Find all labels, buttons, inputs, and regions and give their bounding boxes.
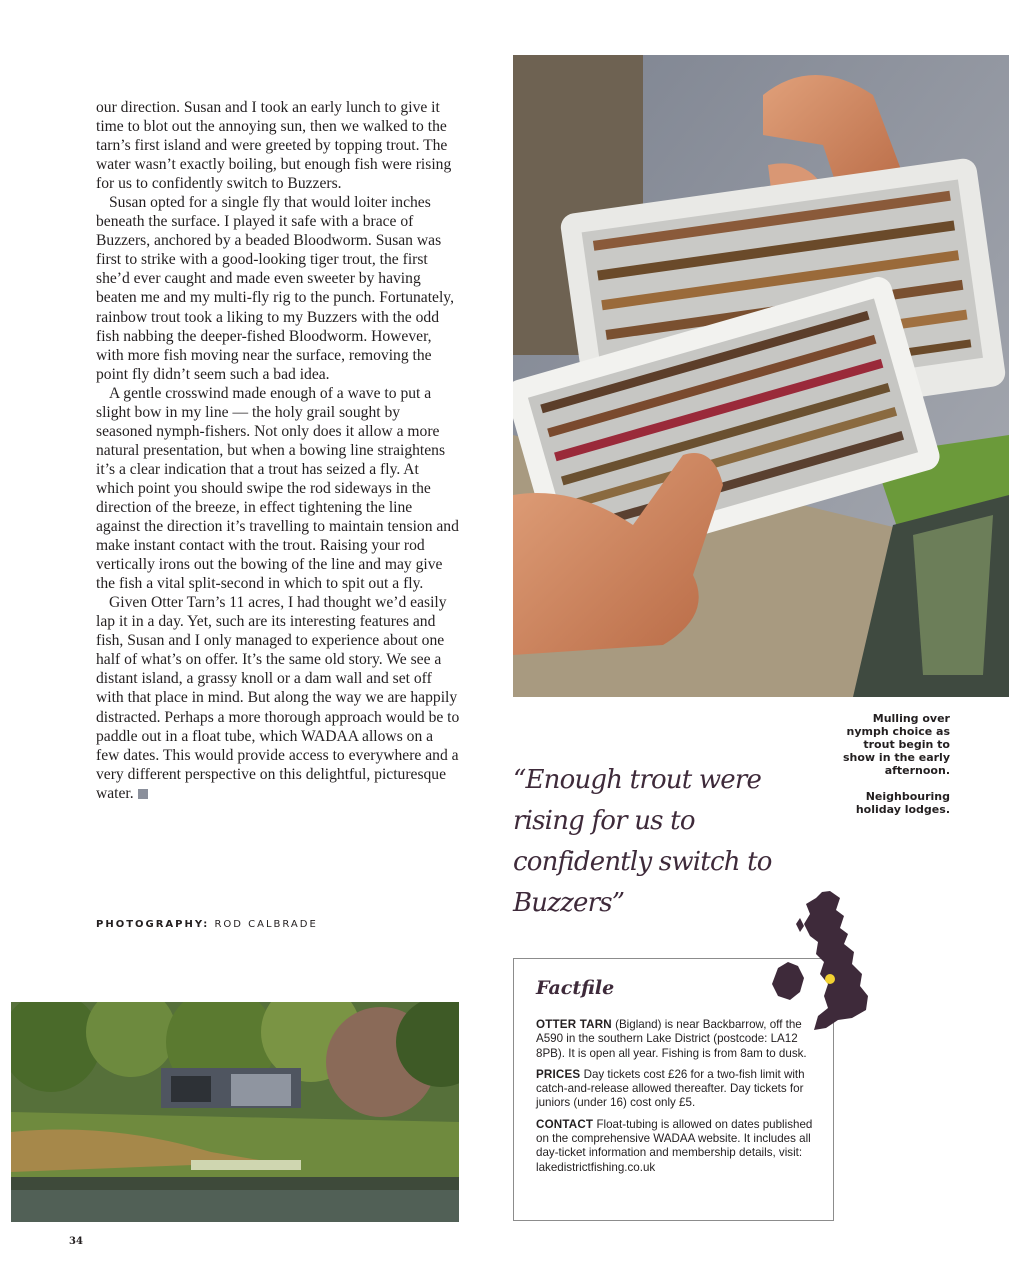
- photo-credit: [96, 919, 318, 930]
- prices-label: PRICES: [536, 1067, 581, 1081]
- contact-text: Float-tubing is allowed on dates published on the comprehensive WADAA website. It includes all day-ticket information and membership details, visit: lakedistrictfishing.co.uk: [536, 1117, 813, 1174]
- credit-label: PHOTOGRAPHY:: [96, 919, 210, 930]
- otter-text: (Bigland) is near Backbarrow, off the A590 in the southern Lake District (postcode: LA12 8PB). It is open all year. Fishing is from 8am to dusk.: [536, 1018, 807, 1060]
- holiday-lodges-photo: [11, 1002, 459, 1222]
- caption-nymph: Mulling over nymph choice as trout begin to show in the early afternoon.: [843, 712, 950, 777]
- pull-quote: “Enough trout were rising for us to confidently switch to Buzzers”: [513, 765, 772, 918]
- paragraph-1: our direction. Susan and I took an early lunch to give it time to blot out the annoying sun, then we walked to the tarn’s first island and were greeted by topping trout. The water wasn’t exactly boiling, but enough fish were rising for us to confidently switch to Buzzers.: [96, 99, 452, 193]
- otter-label: OTTER TARN: [536, 1018, 612, 1031]
- photo-captions: [840, 712, 950, 829]
- article-body: [96, 98, 460, 803]
- lodges-image: [11, 1002, 459, 1222]
- prices-text: Day tickets cost £26 for a two-fish limit with catch-and-release allowed thereafter. Day tickets for juniors (under 16) cost only £5.: [536, 1067, 805, 1110]
- page-number: 34: [69, 1236, 83, 1247]
- factfile-title: Factfile: [536, 977, 615, 999]
- end-mark-icon: [138, 789, 148, 799]
- uk-map-icon: [770, 888, 875, 1042]
- credit-name: ROD CALBRADE: [214, 919, 318, 930]
- contact-label: CONTACT: [536, 1117, 594, 1131]
- factfile-prices: [536, 1068, 816, 1111]
- paragraph-4-text: Given Otter Tarn’s 11 acres, I had thought we’d easily lap it in a day. Yet, such are its interesting features and fish, Susan and I only managed to experience about one half of what’s on offer. It’s the same old story. We see a distant island, a grassy knoll or a dam wall and set off with that place in mind. But along the way we are happily distracted. Perhaps a more thorough approach would be to paddle out in a float tube, which WADAA allows on a few dates. This would provide access to everywhere and a very different perspective on this delightful, picturesque water.: [96, 594, 460, 802]
- factfile-contact: [536, 1118, 816, 1175]
- fly-box-image: [513, 55, 1009, 697]
- paragraph-2: Susan opted for a single fly that would loiter inches beneath the surface. I played it safe with a brace of Buzzers, anchored by a beaded Bloodworm. Susan was first to strike with a good-looking tiger trout, the first she’d ever caught and made even sweeter by having beaten me and my multi-fly rig to the punch. Fortunately, rainbow trout took a liking to my Buzzers with the odd fish nabbing the deeper-fished Bloodworm. However, with more fish moving near the surface, removing the point fly didn’t seem such a bad idea.: [96, 194, 454, 383]
- paragraph-4: [96, 593, 460, 803]
- fly-box-photo: [513, 55, 1009, 697]
- paragraph-3: A gentle crosswind made enough of a wave to put a slight bow in my line — the holy grail sought by seasoned nymph-fishers. Not only does it allow a more natural presentation, but when a bowing line straightens it’s a clear indication that a trout has seized a fly. At which point you should swipe the rod sideways in the direction of the breeze, in effect tightening the line against the direction it’s travelling to maintain tension and make instant contact with the trout. Raising your rod vertically irons out the bowing of the line and may give the fish a vital split-second in which to spit out a fly.: [96, 384, 459, 593]
- caption-lodges: Neighbouring holiday lodges.: [855, 790, 950, 816]
- factfile-body: [536, 1018, 816, 1182]
